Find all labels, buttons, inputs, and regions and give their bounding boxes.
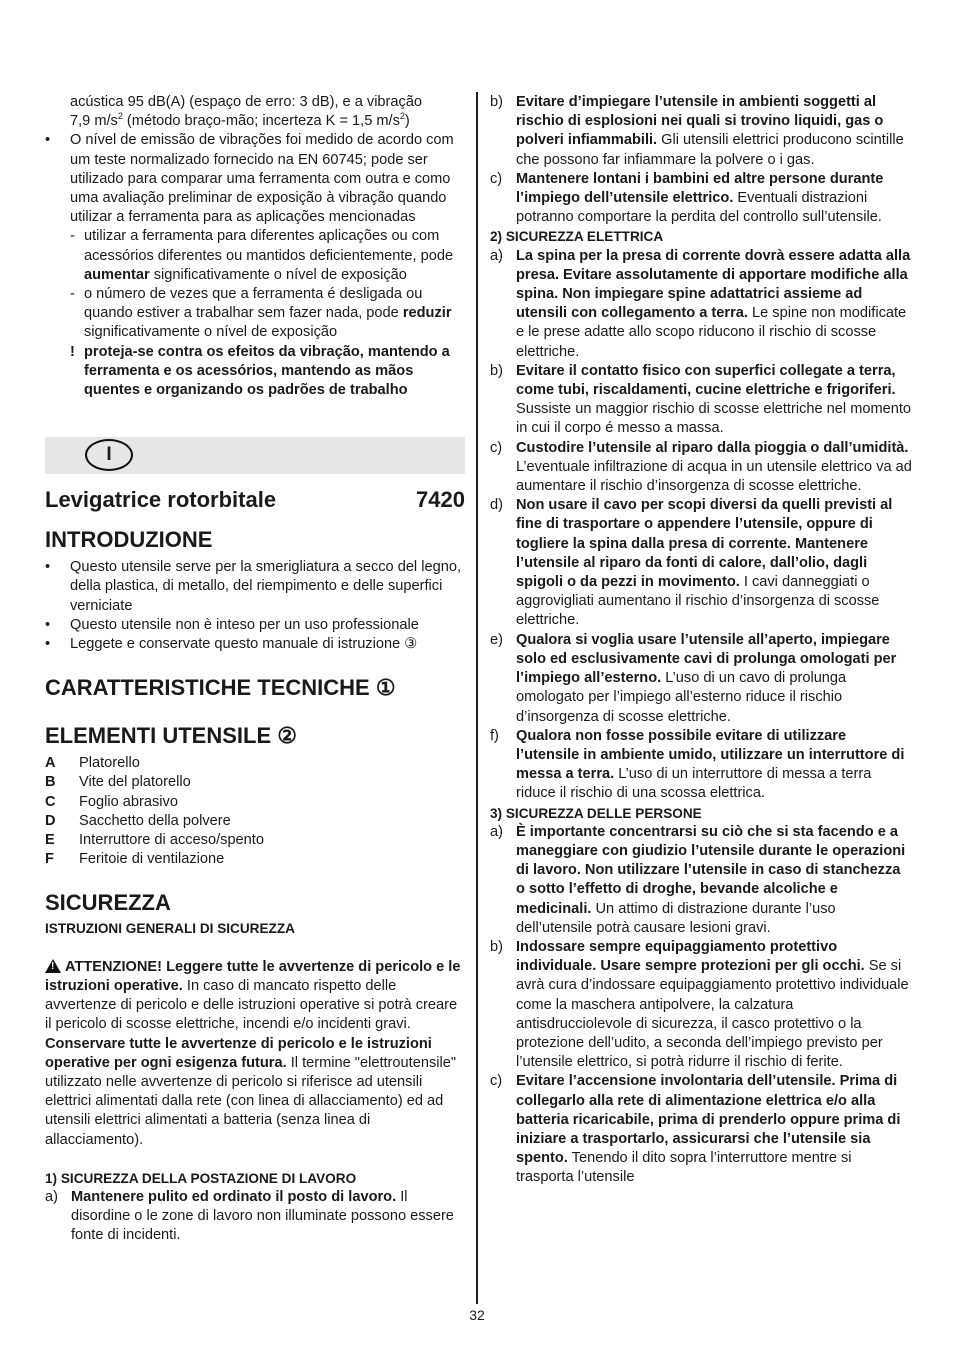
part-label: Sacchetto della polvere xyxy=(79,812,231,829)
part-key: F xyxy=(45,851,54,868)
list-item: d) Non usare il cavo per scopi diversi da quelli previsti al fine di trasportare o appendere l’utensile, oppure di togliere la spina dalla presa di corrente. Mantenere l’utensile al riparo da fonti di calore, dall’olio, dagli spigoli o da pezzi in movimento. I cavi danneggiati o aggrovigliati aumentano il rischio d’insorgenza di scosse elettriche. xyxy=(490,497,893,629)
model-heading: Levigatrice rotorbitale 7420 xyxy=(45,487,465,513)
language-badge: I xyxy=(85,439,133,471)
page-number: 32 xyxy=(469,1307,485,1323)
right-column xyxy=(490,93,912,1188)
intro-heading: INTRODUZIONE xyxy=(45,527,213,553)
text-line: acústica 95 dB(A) (espaço de erro: 3 dB), e a vibração xyxy=(70,94,423,110)
list-item: c) Evitare l’accensione involontaria dell’utensile. Prima di collegarlo alla rete di alimentazione elettrica e/o alla batteria ricaricabile, prima di prenderlo oppure prima di iniziare a trasportarlo, assicurarsi che l’utensile sia spento. Tenendo il dito sopra l’interruttore mentre si trasporta l’utensile xyxy=(490,1073,901,1186)
list-item: f) Qualora non fosse possibile evitare di utilizzare l’utensile in ambiente umido, utilizzare un interruttore di messa a terra. L’uso di un interruttore di messa a terra riduce il rischio di una scossa elettrica. xyxy=(490,727,905,802)
intro-list xyxy=(45,558,465,654)
sub-item: - utilizar a ferramenta para diferentes aplicações ou com acessórios diferentes ou mantidos deficientemente, pode aumentar significativamente o nível de exposição xyxy=(70,228,454,283)
part-key: C xyxy=(45,793,56,810)
parts-list xyxy=(45,754,465,869)
list-item: • Questo utensile serve per la smerigliatura a secco del legno, della plastica, di metallo, del riempimento e delle superfici verniciate xyxy=(45,559,461,614)
part-key: E xyxy=(45,832,55,849)
section-2-heading: 2) SICUREZZA ELETTRICA xyxy=(490,229,664,245)
safety-subheading: ISTRUZIONI GENERALI DI SICUREZZA xyxy=(45,921,295,937)
part-label: Vite del platorello xyxy=(79,774,191,791)
column-divider xyxy=(476,92,478,1304)
part-key: A xyxy=(45,755,56,772)
vibration-continuation xyxy=(45,93,465,131)
part-label: Foglio abrasivo xyxy=(79,793,178,810)
warning-paragraph: !ATTENZIONE! Leggere tutte le avvertenze di pericolo e le istruzioni operative. In caso di mancato rispetto delle avvertenze di pericolo e delle istruzioni operative si potrà creare il pericolo di scosse elettriche, incendi e/o incidenti gravi. Conservare tutte le avvertenze di pericolo e le istruzioni operative per ogni esigenza futura. Il termine "elettroutensile" utilizzato nelle avvertenze di pericolo si riferisce ad utensili elettrici alimentati dalla rete (con linea di allacciamento) ed ad utensili elettrici alimentati a batteria (senza linea di allacciamento). xyxy=(45,958,465,1150)
specs-heading: CARATTERISTICHE TECNICHE ① xyxy=(45,675,396,701)
list-item: b) Indossare sempre equipaggiamento protettivo individuale. Usare sempre protezioni per gli occhi. Se si avrà cura d’indossare equipaggiamento protettivo individuale come la maschera antipolvere, la calzatura antisdrucciolevole di sicurezza, il casco protettivo o la protezione dell’udito, a seconda dell’impiego previsto per l’utensile elettrico, si potrà ridurre il rischio di ferite. xyxy=(490,938,909,1071)
list-item: • Questo utensile non è inteso per un uso professionale xyxy=(45,616,419,633)
left-column xyxy=(45,93,465,1246)
list-item: c) Custodire l’utensile al riparo dalla pioggia o dall’umidità. L’eventuale infiltrazione di acqua in un utensile elettrico va ad aumentare il rischio d’insorgenza di scosse elettriche. xyxy=(490,439,912,495)
list-item: • Leggete e conservate questo manuale di istruzione ③ xyxy=(45,636,418,653)
section-3-heading: 3) SICUREZZA DELLE PERSONE xyxy=(490,805,702,821)
list-item: b) Evitare d’impiegare l’utensile in ambienti soggetti al rischio di esplosioni nei quali si trovino liquidi, gas o polveri infiammabili. Gli utensili elettrici producono scintille che possono far infiammare la polvere o i gas. xyxy=(490,94,904,168)
sub-item: - o número de vezes que a ferramenta é desligada ou quando estiver a trabalhar sem fazer nada, pode reduzir significativamente o nível de exposição xyxy=(70,286,452,341)
list-item: b) Evitare il contatto fisico con superfici collegate a terra, come tubi, riscaldamenti, cucine elettriche e frigoriferi. Sussiste un maggior rischio di scosse elettriche nel momento in cui il corpo é messo a massa. xyxy=(490,362,912,437)
text-line: 7,9 $m/s^2$ (método braço-mão; incerteza K = 1,5 $m/s^2$) xyxy=(70,111,410,130)
part-key: D xyxy=(45,812,56,829)
elements-heading: ELEMENTI UTENSILE ② xyxy=(45,723,297,749)
bullet-vibration: • O nível de emissão de vibrações foi medido de acordo com um teste normalizado fornecido na EN 60745; pode ser utilizado para comparar uma ferramenta com outra e como uma avaliação preliminar de exposição à vibração quando utilizar a ferramenta para as aplicações mencionadas xyxy=(45,132,454,226)
list-item: c) Mantenere lontani i bambini ed altre persone durante l’impiego dell’utensile elettrico. Eventuali distrazioni potranno comportare la perdita del controllo sull’utensile. xyxy=(490,170,884,226)
language-band xyxy=(45,437,465,474)
warning-icon xyxy=(45,959,61,973)
list-item: e) Qualora si voglia usare l’utensile all’aperto, impiegare solo ed esclusivamente cavi di prolunga omologati per l’impiego all’esterno. L’uso di un cavo di prolunga omologato per l’impiego all’esterno riduce il rischio d’insorgenza di scosse elettriche. xyxy=(490,631,897,725)
part-label: Platorello xyxy=(79,755,140,772)
safety-heading: SICUREZZA xyxy=(45,890,171,916)
list-item: a) La spina per la presa di corrente dovrà essere adatta alla presa. Evitare assolutamente di apportare modifiche alla spina. Non impiegare spine adattatrici assieme ad utensili con collegamento a terra. Le spine non modificate e le prese adatte allo scopo riducono il rischio di scosse elettriche. xyxy=(490,247,911,360)
part-label: Interruttore di acceso/spento xyxy=(79,832,264,849)
part-label: Feritoie di ventilazione xyxy=(79,851,225,868)
part-key: B xyxy=(45,774,56,791)
exclamation-item: ! proteja-se contra os efeitos da vibração, mantendo a ferramenta e os acessórios, mantendo as mãos quentes e organizando os padrões de trabalho xyxy=(70,343,450,399)
section-1-heading: 1) SICUREZZA DELLA POSTAZIONE DI LAVORO xyxy=(45,1170,357,1186)
list-item: a) È importante concentrarsi su ciò che si sta facendo e a maneggiare con giudizio l’utensile durante le operazioni di lavoro. Non utilizzare l’utensile in caso di stanchezza o sotto l’effetto di droghe, bevande alcoliche e medicinali. Un attimo di distrazione durante l’uso dell’utensile potrà causare lesioni gravi. xyxy=(490,823,906,936)
list-item: a) Mantenere pulito ed ordinato il posto di lavoro. Il disordine o le zone di lavoro non illuminate possono essere fonte di incidenti. xyxy=(45,1188,454,1244)
